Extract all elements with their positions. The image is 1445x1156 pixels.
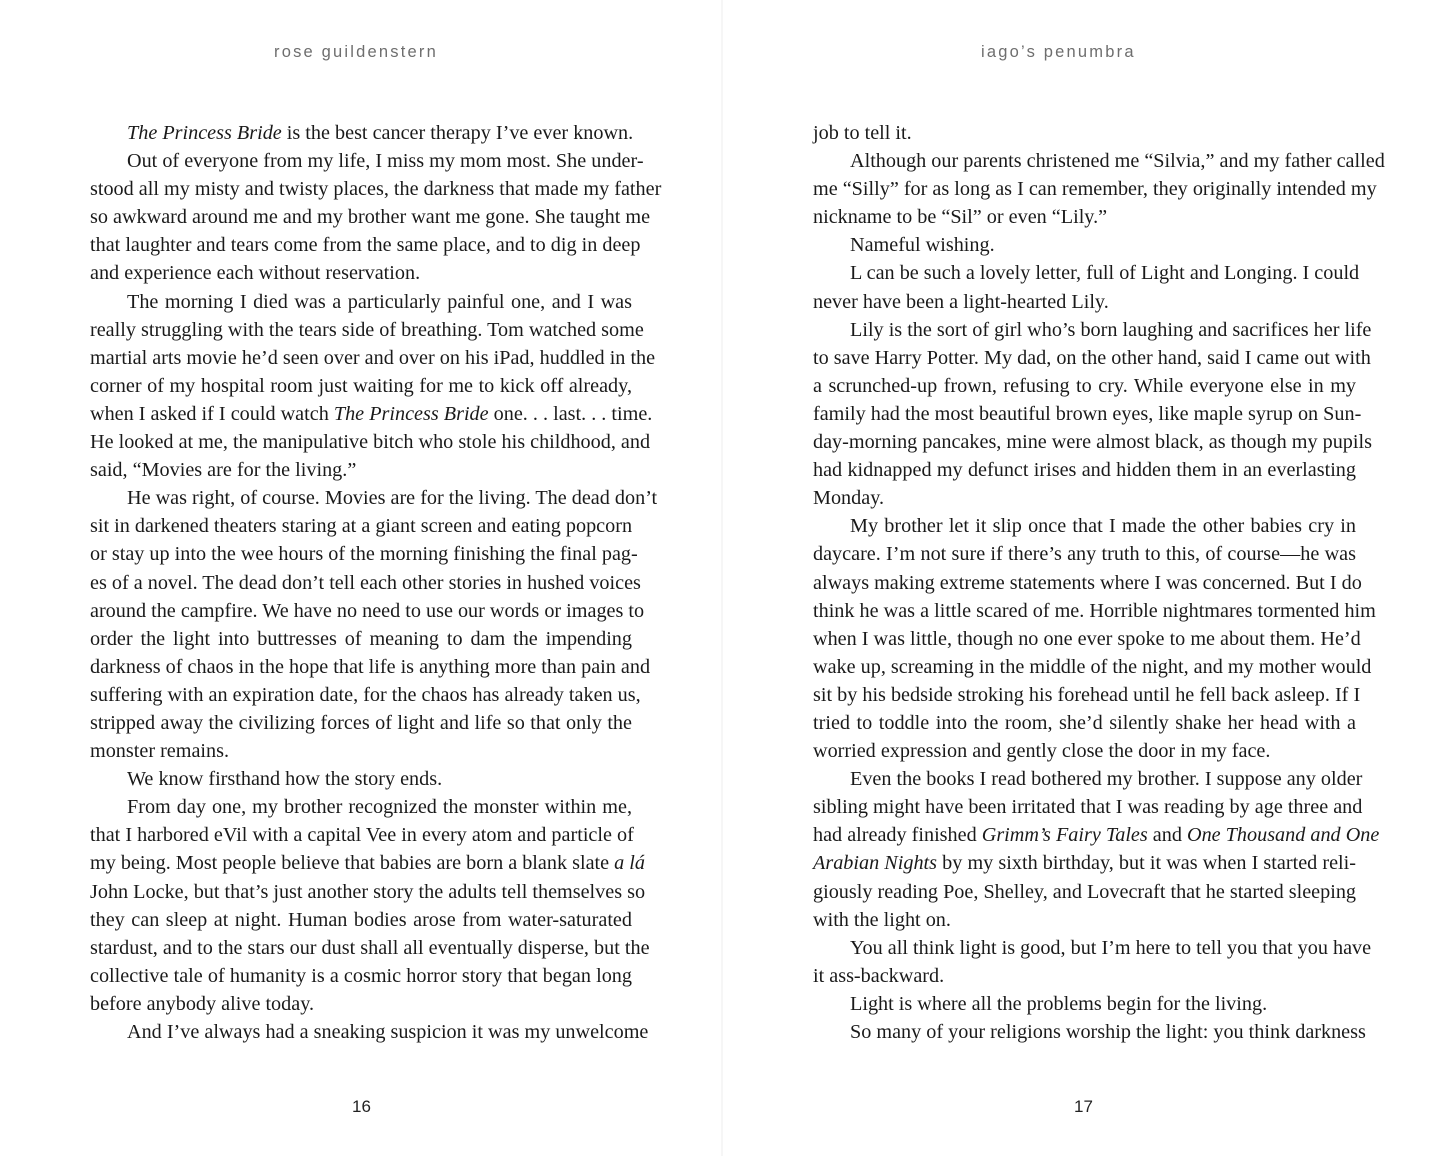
text-line xyxy=(90,681,641,709)
text-line xyxy=(813,737,1356,765)
running-head-author: rose guildenstern xyxy=(274,43,438,61)
text-run: me “Silly” for as long as I can remember, they originally intended my xyxy=(813,178,1377,201)
text-run: said, “Movies are for the living.” xyxy=(90,459,357,482)
text-line xyxy=(813,681,1361,709)
text-line xyxy=(90,456,632,484)
text-run: or stay up into the wee hours of the morning finishing the final pag- xyxy=(90,543,638,566)
text-line xyxy=(813,400,1362,428)
text-line xyxy=(813,878,1356,906)
text-run: From day one, my brother recognized the monster within me, xyxy=(127,796,632,819)
text-run: daycare. I’m not sure if there’s any truth to this, of course—he was xyxy=(813,543,1356,566)
text-run: Light is where all the problems begin for the living. xyxy=(850,992,1268,1015)
text-run: giously reading Poe, Shelley, and Lovecraft that he started sleeping xyxy=(813,880,1357,903)
text-run: es of a novel. The dead don’t tell each other stories in hushed voices xyxy=(90,571,641,594)
italic-title: The Princess Bride xyxy=(127,122,282,144)
text-line xyxy=(90,625,632,653)
text-run: and experience each without reservation. xyxy=(90,262,421,285)
text-run: a scrunched-up frown, refusing to cry. While everyone else in my xyxy=(813,374,1356,397)
text-run: Even the books I read bothered my brother. I suppose any older xyxy=(850,768,1363,791)
text-line xyxy=(90,316,644,344)
body-text xyxy=(813,119,1385,1046)
text-run: tried to toddle into the room, she’d silently shake her head with a xyxy=(813,711,1356,734)
text-run: day-morning pancakes, mine were almost black, as though my pupils xyxy=(813,431,1372,454)
text-line xyxy=(90,540,638,568)
text-line xyxy=(90,1018,649,1046)
text-run: Out of everyone from my life, I miss my mom most. She under- xyxy=(127,150,644,173)
text-run: one. . . last. . . time. xyxy=(488,402,653,425)
text-line xyxy=(90,934,650,962)
text-line xyxy=(813,990,1356,1018)
right-page xyxy=(722,0,1445,1156)
text-run: Nameful wishing. xyxy=(850,234,995,257)
text-line xyxy=(90,878,646,906)
text-line xyxy=(813,259,1360,287)
text-line xyxy=(90,597,645,625)
text-run: collective tale of humanity is a cosmic horror story that began long xyxy=(90,964,632,987)
text-run: job to tell it. xyxy=(813,122,912,144)
text-line xyxy=(813,962,1356,990)
text-line xyxy=(90,484,658,512)
left-page xyxy=(0,0,722,1156)
text-line xyxy=(813,147,1385,175)
text-line xyxy=(90,793,632,821)
text-line xyxy=(813,849,1356,877)
text-line xyxy=(90,737,632,765)
text-run: around the campfire. We have no need to use our words or images to xyxy=(90,599,645,622)
text-run: John Locke, but that’s just another story the adults tell themselves so xyxy=(90,880,646,903)
text-run: and xyxy=(1147,824,1187,847)
text-line xyxy=(90,821,632,849)
text-line xyxy=(813,203,1356,231)
text-run: nickname to be “Sil” or even “Lily.” xyxy=(813,206,1108,229)
text-run: Monday. xyxy=(813,487,885,510)
text-run: my being. Most people believe that babies are born a blank slate xyxy=(90,852,615,875)
page-number: 16 xyxy=(352,1097,371,1116)
text-line xyxy=(813,372,1356,400)
text-run: with the light on. xyxy=(813,908,951,931)
text-run: had already finished xyxy=(813,824,982,847)
text-run: You all think light is good, but I’m here to tell you that you have xyxy=(850,936,1372,959)
text-line xyxy=(813,316,1372,344)
text-line xyxy=(90,962,632,990)
text-run: wake up, screaming in the middle of the night, and my mother would xyxy=(813,655,1372,678)
text-run: order the light into buttresses of meaning to dam the impending xyxy=(90,627,632,650)
text-line xyxy=(813,484,1356,512)
text-line xyxy=(813,765,1363,793)
body-text xyxy=(90,119,662,1046)
text-run: sit by his bedside stroking his forehead until he fell back asleep. If I xyxy=(813,683,1361,706)
text-line xyxy=(90,288,632,316)
text-line xyxy=(90,175,662,203)
text-run: when I was little, though no one ever spoke to me about them. He’d xyxy=(813,627,1361,650)
text-line xyxy=(813,119,1356,147)
text-run: We know firsthand how the story ends. xyxy=(127,768,443,791)
text-run: stripped away the civilizing forces of light and life so that only the xyxy=(90,711,632,734)
text-line xyxy=(813,569,1362,597)
text-run: that I harbored eVil with a capital Vee in every atom and particle of xyxy=(90,824,634,847)
text-run: My brother let it slip once that I made the other babies cry in xyxy=(850,515,1356,538)
text-run: before anybody alive today. xyxy=(90,992,315,1015)
text-run: stood all my misty and twisty places, the darkness that made my father xyxy=(90,178,662,201)
text-line xyxy=(813,793,1363,821)
text-run: worried expression and gently close the door in my face. xyxy=(813,740,1271,763)
text-line xyxy=(90,653,651,681)
text-line xyxy=(813,512,1356,540)
text-run: corner of my hospital room just waiting for me to kick off already, xyxy=(90,374,632,397)
text-line xyxy=(813,625,1361,653)
text-line xyxy=(813,934,1372,962)
text-run: And I’ve always had a sneaking suspicion it was my unwelcome xyxy=(127,1021,649,1043)
text-run: to save Harry Potter. My dad, on the other hand, said I came out with xyxy=(813,346,1371,369)
text-line xyxy=(90,709,632,737)
text-run: sit in darkened theaters staring at a giant screen and eating popcorn xyxy=(90,515,633,538)
text-run: Although our parents christened me “Silvia,” and my father called xyxy=(850,150,1385,173)
text-line xyxy=(90,231,641,259)
text-line xyxy=(813,709,1356,737)
text-line xyxy=(813,906,1356,934)
italic-title: One Thousand and One xyxy=(1187,824,1380,847)
text-line xyxy=(813,821,1380,849)
text-run: really struggling with the tears side of breathing. Tom watched some xyxy=(90,318,644,341)
text-line xyxy=(90,203,651,231)
text-line xyxy=(813,456,1356,484)
text-line xyxy=(813,597,1376,625)
text-run: family had the most beautiful brown eyes, like maple syrup on Sun- xyxy=(813,402,1362,425)
text-run: sibling might have been irritated that I was reading by age three and xyxy=(813,796,1363,819)
text-line xyxy=(813,653,1372,681)
text-run: that laughter and tears come from the same place, and to dig in deep xyxy=(90,234,641,257)
text-run: had kidnapped my defunct irises and hidden them in an everlasting xyxy=(813,459,1356,482)
text-run: suffering with an expiration date, for the chaos has already taken us, xyxy=(90,683,641,706)
text-line xyxy=(90,990,632,1018)
italic-title: Arabian Nights xyxy=(813,852,938,875)
text-run: The morning I died was a particularly painful one, and I was xyxy=(127,290,632,313)
text-run: He was right, of course. Movies are for the living. The dead don’t xyxy=(127,487,658,510)
text-run: So many of your religions worship the light: you think darkness xyxy=(850,1021,1366,1043)
text-line xyxy=(813,1018,1366,1046)
text-run: He looked at me, the manipulative bitch who stole his childhood, and xyxy=(90,431,651,454)
italic-title: a lá xyxy=(614,852,645,875)
running-head-title: iago’s penumbra xyxy=(981,43,1136,61)
text-line xyxy=(90,428,651,456)
text-run: so awkward around me and my brother want me gone. She taught me xyxy=(90,206,651,229)
text-run: never have been a light-hearted Lily. xyxy=(813,290,1109,313)
text-line xyxy=(90,849,645,877)
text-run: martial arts movie he’d seen over and over on his iPad, huddled in the xyxy=(90,346,656,369)
text-line xyxy=(90,906,632,934)
text-line xyxy=(90,344,656,372)
italic-title: Grimm’s Fairy Tales xyxy=(981,824,1148,847)
text-line xyxy=(90,147,644,175)
text-line xyxy=(90,512,632,540)
text-run: Lily is the sort of girl who’s born laughing and sacrifices her life xyxy=(850,318,1372,341)
page-number: 17 xyxy=(1074,1097,1093,1116)
text-line xyxy=(813,231,1356,259)
text-line xyxy=(90,765,632,793)
text-line xyxy=(90,569,641,597)
text-run: monster remains. xyxy=(90,740,230,763)
text-run: darkness of chaos in the hope that life is anything more than pain and xyxy=(90,655,651,678)
text-run: when I asked if I could watch xyxy=(90,402,334,425)
text-run: by my sixth birthday, but it was when I started reli- xyxy=(937,852,1356,875)
text-run: L can be such a lovely letter, full of Light and Longing. I could xyxy=(850,262,1360,285)
text-line xyxy=(813,344,1371,372)
text-line xyxy=(90,119,632,147)
text-run: is the best cancer therapy I’ve ever known. xyxy=(281,122,634,144)
text-run: they can sleep at night. Human bodies arose from water-saturated xyxy=(90,908,632,931)
text-line xyxy=(813,428,1372,456)
text-run: think he was a little scared of me. Horrible nightmares tormented him xyxy=(813,599,1376,622)
text-line xyxy=(90,372,632,400)
text-run: it ass-backward. xyxy=(813,964,945,987)
text-run: always making extreme statements where I was concerned. But I do xyxy=(813,571,1362,594)
text-run: stardust, and to the stars our dust shall all eventually disperse, but the xyxy=(90,936,650,959)
text-line xyxy=(90,259,632,287)
italic-title: The Princess Bride xyxy=(333,402,489,425)
text-line xyxy=(813,540,1356,568)
text-line xyxy=(813,175,1377,203)
text-line xyxy=(813,288,1356,316)
text-line xyxy=(90,400,653,428)
